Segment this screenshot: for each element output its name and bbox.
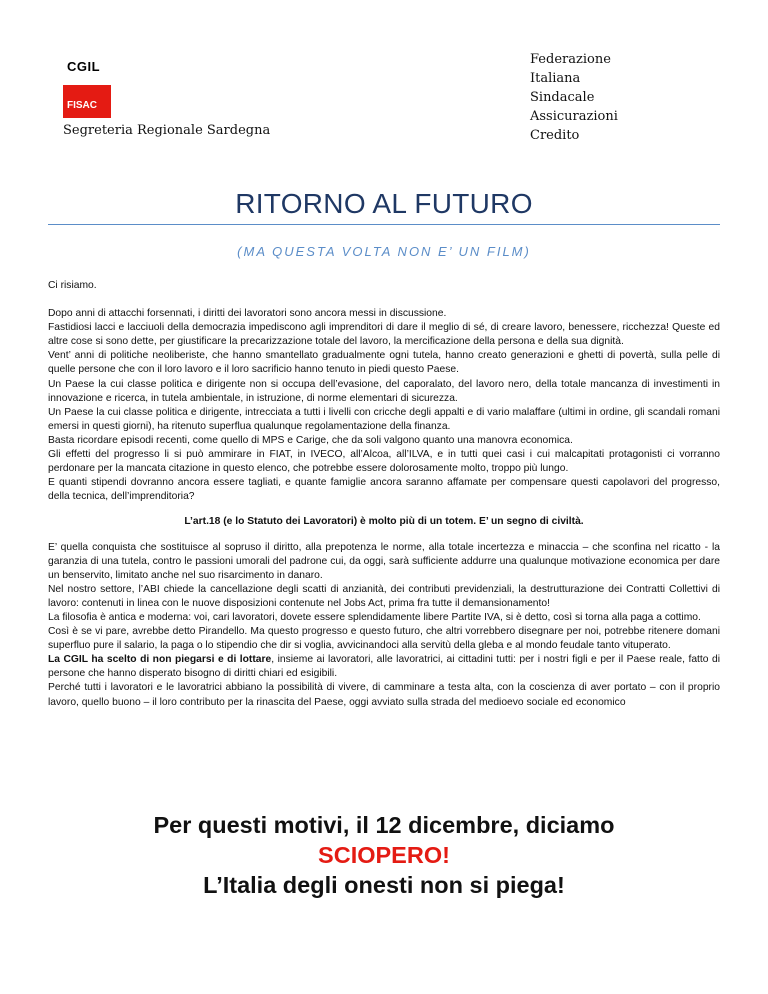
paragraph: Dopo anni di attacchi forsennati, i diritti dei lavoratori sono ancora messi in discussione. [48, 308, 447, 320]
cgil-bold-phrase: La CGIL ha scelto di non piegarsi e di lottare [48, 654, 272, 666]
paragraph: Perché tutti i lavoratori e le lavoratrici abbiano la possibilità di vivere, di camminare a testa alta, con la coscienza di aver portato – con il proprio lavoro, quello buono – il loro contributo per la rinascita del Paese, oggi avviato sulla strada del medioevo sociale ed economico [48, 682, 720, 708]
region-label: Segreteria Regionale Sardegna [63, 123, 271, 138]
paragraph: Un Paese la cui classe politica e dirigente non si occupa dell’evasione, del caporalato, del lavoro nero, della totale mancanza di investimenti in innovazione e ricerca, in tutela ambientale, in istruzione, di norme elementari di sicurezza. [48, 378, 720, 404]
paragraph: La filosofia è antica e moderna: voi, cari lavoratori, dovete essere splendidamente libere Partite IVA, si è detto, così si torna alla paga a cottimo. [48, 611, 701, 623]
intro-paragraph: Ci risiamo. [48, 280, 97, 291]
logo-fisac-text: FISAC [63, 85, 111, 118]
paragraph: Così è se vi pare, avrebbe detto Pirandello. Ma questo progresso e questo futuro, che altri vorrebbero disegnare per noi, potrebbe ritenere domani superfluo pure il salario, la paga o lo stipendio che dir si voglia, avvicinandoci alla servitù della gleba e al mondo feudale tanto vituperato. [48, 626, 720, 652]
paragraph: Basta ricordare episodi recenti, come quello di MPS e Carige, che da soli valgono quanto una manovra economica. [48, 434, 573, 446]
federation-line: Assicurazioni [530, 109, 618, 124]
document-subtitle: (MA QUESTA VOLTA NON E’ UN FILM) [237, 244, 531, 259]
federation-line: Sindacale [530, 90, 595, 105]
federation-line: Credito [530, 128, 580, 143]
closing-block [0, 810, 768, 900]
closing-line: Per questi motivi, il 12 dicembre, diciamo [153, 812, 615, 838]
paragraph: Fastidiosi lacci e lacciuoli della democrazia impediscono agli imprenditori di dare il meglio di sé, di creare lavoro, benessere, ricchezza! Queste ed altre cose si sono dette, per giustificare la precarizzazione totale del lavoro, la mercificazione della persona e della sua dignità. [48, 322, 720, 348]
closing-slogan: L’Italia degli onesti non si piega! [203, 872, 565, 898]
logo-cgil-text: CGIL [63, 53, 111, 85]
paragraph: Gli effetti del progresso li si può ammirare in FIAT, in IVECO, all’Alcoa, all’ILVA, e in tutti quei casi i cui malcapitati protagonisti ci vorranno perdonare per la mancata citazione in questo elenco, che potrebbe essere dolorosamente molto, troppo più lungo. [48, 449, 720, 475]
strike-call: SCIOPERO! [318, 842, 450, 868]
document-title: RITORNO AL FUTURO [235, 188, 533, 219]
title-divider [48, 224, 720, 225]
federation-line: Italiana [530, 71, 581, 86]
paragraph: Un Paese la cui classe politica e dirigente, intrecciata a tutti i livelli con cricche degli appalti e di vario malaffare (ultimi in ordine, gli scandali romani emersi in questi giorni), ha ritenuto superflua qualunque regolamentazione della finanza. [48, 406, 720, 432]
federation-line: Federazione [530, 52, 611, 67]
paragraph: E’ quella conquista che sostituisce al sopruso il diritto, alla prepotenza le norme, alla totale incertezza e minaccia – che sconfina nel ricatto - la garanzia di una tutela, contro le passioni umorali del padrone cui, da oggi, sarà sufficiente addurre una qualunque motivazione economica per dare un benservito, limitato anche nel suo risarcimento in danaro. [48, 541, 720, 581]
cgil-fisac-logo [63, 53, 111, 118]
paragraph-rest: , insieme ai lavoratori, alle lavoratrici, ai cittadini tutti: per i nostri figli e per il Paese reale, fatto di persone che hanno disperato bisogno di diritti chiari ed esigibili. [48, 654, 720, 680]
document-body [48, 279, 720, 710]
paragraph: Nel nostro settore, l’ABI chiede la cancellazione degli scatti di anzianità, dei contributi previdenziali, la destrutturazione dei Contratti Collettivi di lavoro: contenuti in linea con le nuove disposizioni contenute nel Jobs Act, prima fra tutte il demansionamento! [48, 583, 720, 609]
paragraph [48, 653, 720, 681]
paragraph: Vent’ anni di politiche neoliberiste, che hanno smantellato gradualmente ogni tutela, hanno creato generazioni e ghetti di povertà, sulla pelle di quelle persone che con il loro lavoro e il loro sacrificio hanno tenuto in piedi questo Paese. [48, 350, 720, 376]
paragraph: E quanti stipendi dovranno ancora essere tagliati, e quante famiglie ancora saranno affamate per compensare questi capolavori del progresso, della tecnica, dell’imprenditoria? [48, 477, 720, 503]
federation-block [530, 50, 618, 145]
statement-heading: L’art.18 (e lo Statuto dei Lavoratori) è molto più di un totem. E’ un segno di civiltà. [184, 516, 584, 528]
